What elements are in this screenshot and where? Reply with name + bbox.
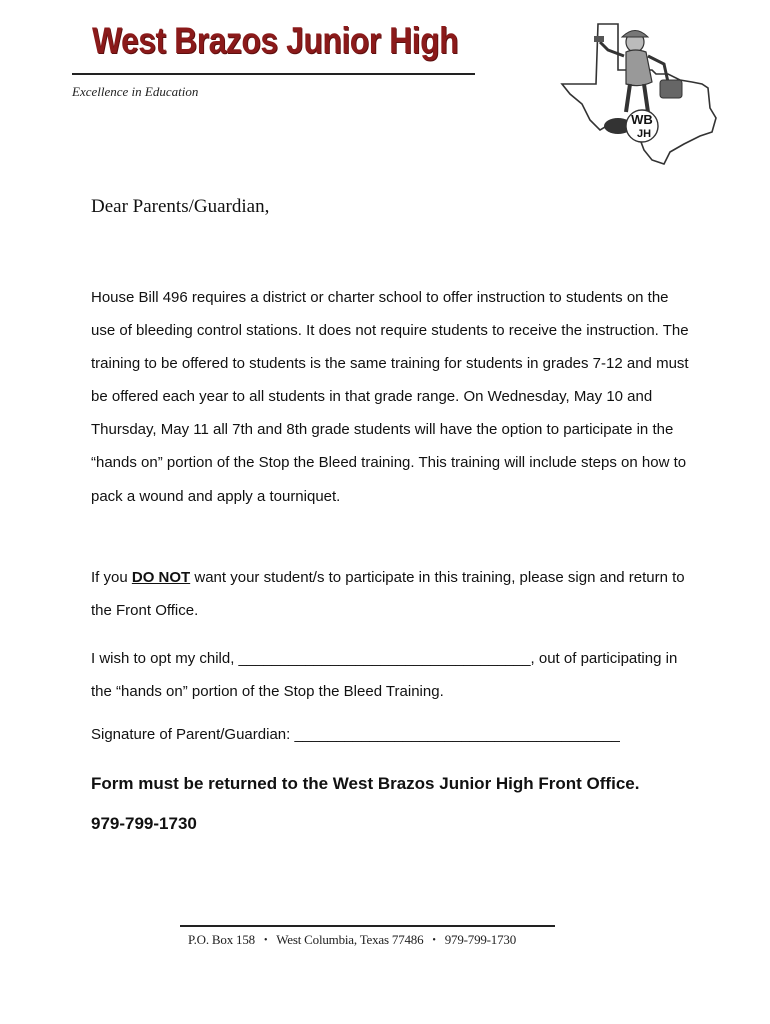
footer-po-box: P.O. Box 158 <box>188 932 255 947</box>
header-divider <box>72 73 475 75</box>
footer-city: West Columbia, Texas 77486 <box>276 932 424 947</box>
texas-map-mascot-logo <box>560 22 720 167</box>
school-motto: Excellence in Education <box>72 84 199 99</box>
do-not-emphasis: DO NOT <box>131 569 191 586</box>
paragraph-house-bill: House Bill 496 requires a district or charter school to offer instruction to students on the use of bleeding control stations. It does not require students to receive the instruction. The training to be offered to students is the same training for students in grades 7-12 and must be offered each year to all students in that grade range. On Wednesday, May 10 and Thursday, May 11 all 7th and 8th grade students will have the option to participate in the “hands on” portion of the Stop the Bleed training. This training will include steps on how to pack a wound and apply a tourniquet. <box>91 289 689 505</box>
paragraph-opt-out-instructions <box>91 561 691 627</box>
footer-separator: • <box>432 935 436 946</box>
school-name-title: West Brazos Junior High <box>92 20 459 61</box>
return-notice: Form must be returned to the West Brazos Junior High Front Office. <box>91 774 640 793</box>
logo-text-wb: WB <box>631 112 653 127</box>
parent-signature-field[interactable]: Signature of Parent/Guardian: _______________________________________ <box>91 726 620 743</box>
footer-separator: • <box>263 935 268 946</box>
logo-text-jh: JH <box>636 128 652 140</box>
letter-salutation: Dear Parents/Guardian, <box>91 196 270 217</box>
footer-phone: 979-799-1730 <box>444 932 516 947</box>
child-name-field-paragraph[interactable]: I wish to opt my child, ___________________________________, out of participating in the “hands on” portion of the Stop the Bleed Training. <box>91 650 678 700</box>
footer-divider <box>180 925 555 927</box>
footer-address <box>188 932 516 948</box>
office-phone: 979-799-1730 <box>91 814 197 833</box>
paragraph-2-suffix: want your student/s to participate in this training, please sign and return to the Front Office. <box>91 569 685 619</box>
paragraph-2-prefix: If you <box>91 569 132 586</box>
